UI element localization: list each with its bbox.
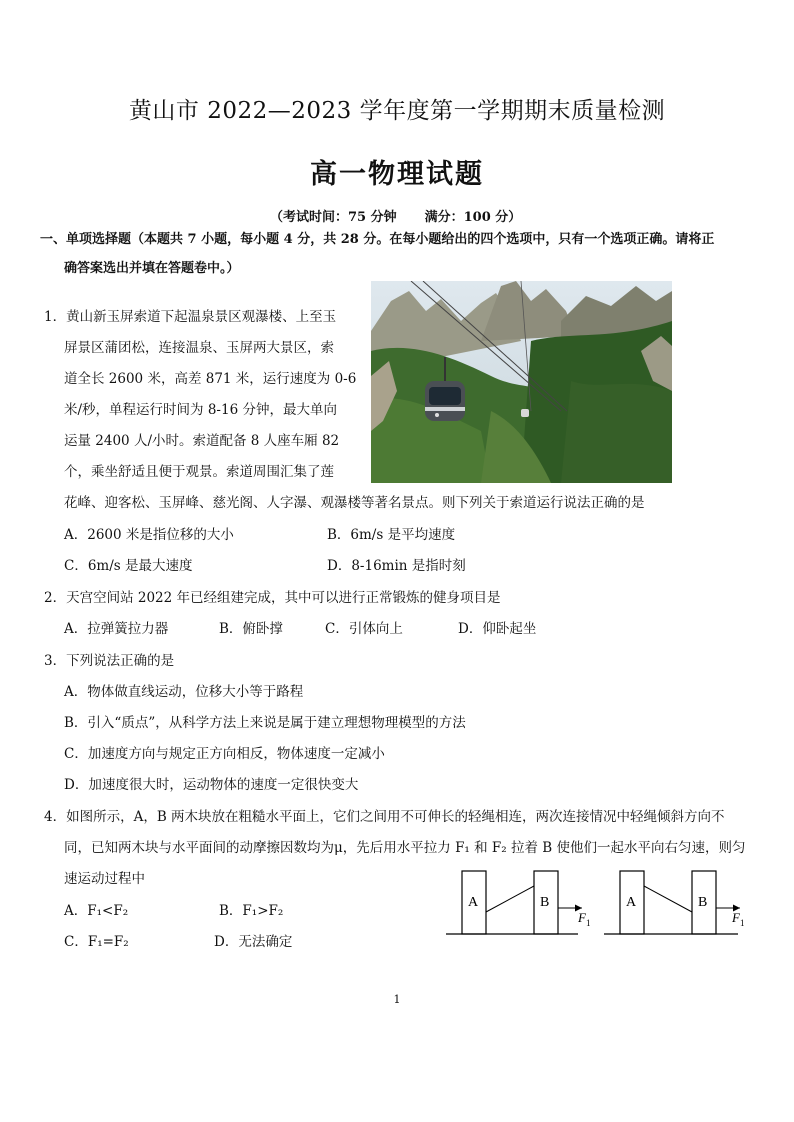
q4-option-c: C．F₁=F₂: [64, 934, 129, 950]
q3-option-c: C．加速度方向与规定正方向相反，物体速度一定减小: [64, 746, 385, 762]
q2-stem: 2．天宫空间站 2022 年已经组建完成，其中可以进行正常锻炼的健身项目是: [44, 590, 501, 606]
q4-option-b: B．F₁>F₂: [219, 903, 284, 919]
cable-car-photo: [371, 281, 672, 483]
q4-diagram-1: [446, 871, 591, 934]
q3-option-d: D．加速度很大时，运动物体的速度一定很快变大: [64, 777, 359, 793]
q1-option-c: C．6m/s 是最大速度: [64, 558, 193, 574]
rope: [644, 886, 692, 912]
q4-diagram-2: [604, 871, 745, 934]
q1-line: 道全长 2600 米，高差 871 米，运行速度为 0-6: [64, 371, 357, 387]
exam-meta: [270, 206, 549, 225]
label-b: B: [540, 895, 550, 910]
exam-title: 黄山市 2022—2023 学年度第一学期期末质量检测: [128, 98, 666, 124]
q1-line: 屏景区蒲团松，连接温泉、玉屏两大景区，索: [64, 340, 334, 356]
q1-option-a: A．2600 米是指位移的大小: [64, 527, 234, 543]
label-f: F: [732, 910, 740, 925]
full-score: 满分：100 分）: [424, 210, 522, 225]
q1-option-b: B．6m/s 是平均速度: [327, 527, 456, 543]
exam-time: （考试时间：75 分钟: [270, 210, 397, 225]
q2-option-d: D．仰卧起坐: [458, 621, 537, 637]
page-number: 1: [393, 993, 401, 1006]
label-f-sub: 1: [740, 918, 745, 928]
label-a: A: [468, 895, 479, 910]
label-f-sub: 1: [586, 918, 591, 928]
label-b: B: [698, 895, 708, 910]
section-heading-line2: 确答案选出并填在答题卷中。）: [64, 261, 240, 276]
q1-option-d: D．8-16min 是指时刻: [327, 558, 466, 574]
section-heading-line1: 一、单项选择题（本题共 7 小题，每小题 4 分，共 28 分。在每小题给出的四个选项中，只有一个选项正确。请将正: [40, 232, 715, 247]
q4-figure: [446, 864, 746, 942]
q4-option-a: A．F₁<F₂: [64, 903, 129, 919]
label-f: F: [578, 910, 586, 925]
exam-subtitle: 高一物理试题: [310, 159, 484, 190]
label-a: A: [626, 895, 637, 910]
q2-option-c: C．引体向上: [325, 621, 403, 637]
rope: [486, 886, 534, 912]
q4-option-d: D．无法确定: [214, 934, 293, 950]
q4-line: 速运动过程中: [64, 871, 145, 887]
q3-option-a: A．物体做直线运动，位移大小等于路程: [64, 684, 304, 700]
q2-option-a: A．拉弹簧拉力器: [64, 621, 169, 637]
q1-line: 运量 2400 人/小时。索道配备 8 人座车厢 82: [64, 433, 340, 449]
q4-line: 同，已知两木块与水平面间的动摩擦因数均为μ，先后用水平拉力 F₁ 和 F₂ 拉着 B 使他们一起水平向右匀速，则匀: [64, 840, 746, 856]
q3-stem: 3．下列说法正确的是: [44, 653, 175, 669]
q1-line: 1．黄山新玉屏索道下起温泉景区观瀑楼、上至玉: [44, 309, 337, 325]
q2-option-b: B．俯卧撑: [219, 621, 283, 637]
q4-line: 4．如图所示，A，B 两木块放在粗糙水平面上，它们之间用不可伸长的轻绳相连，两次连接情况中轻绳倾斜方向不: [44, 809, 725, 825]
q1-line: 花峰、迎客松、玉屏峰、慈光阁、人字瀑、观瀑楼等著名景点。则下列关于索道运行说法正确的是: [64, 495, 645, 511]
q3-option-b: B．引入“质点”，从科学方法上来说是属于建立理想物理模型的方法: [64, 715, 466, 731]
q1-line: 个，乘坐舒适且便于观景。索道周围汇集了莲: [64, 464, 334, 480]
q1-line: 米/秒，单程运行时间为 8-16 分钟，最大单向: [64, 402, 337, 418]
